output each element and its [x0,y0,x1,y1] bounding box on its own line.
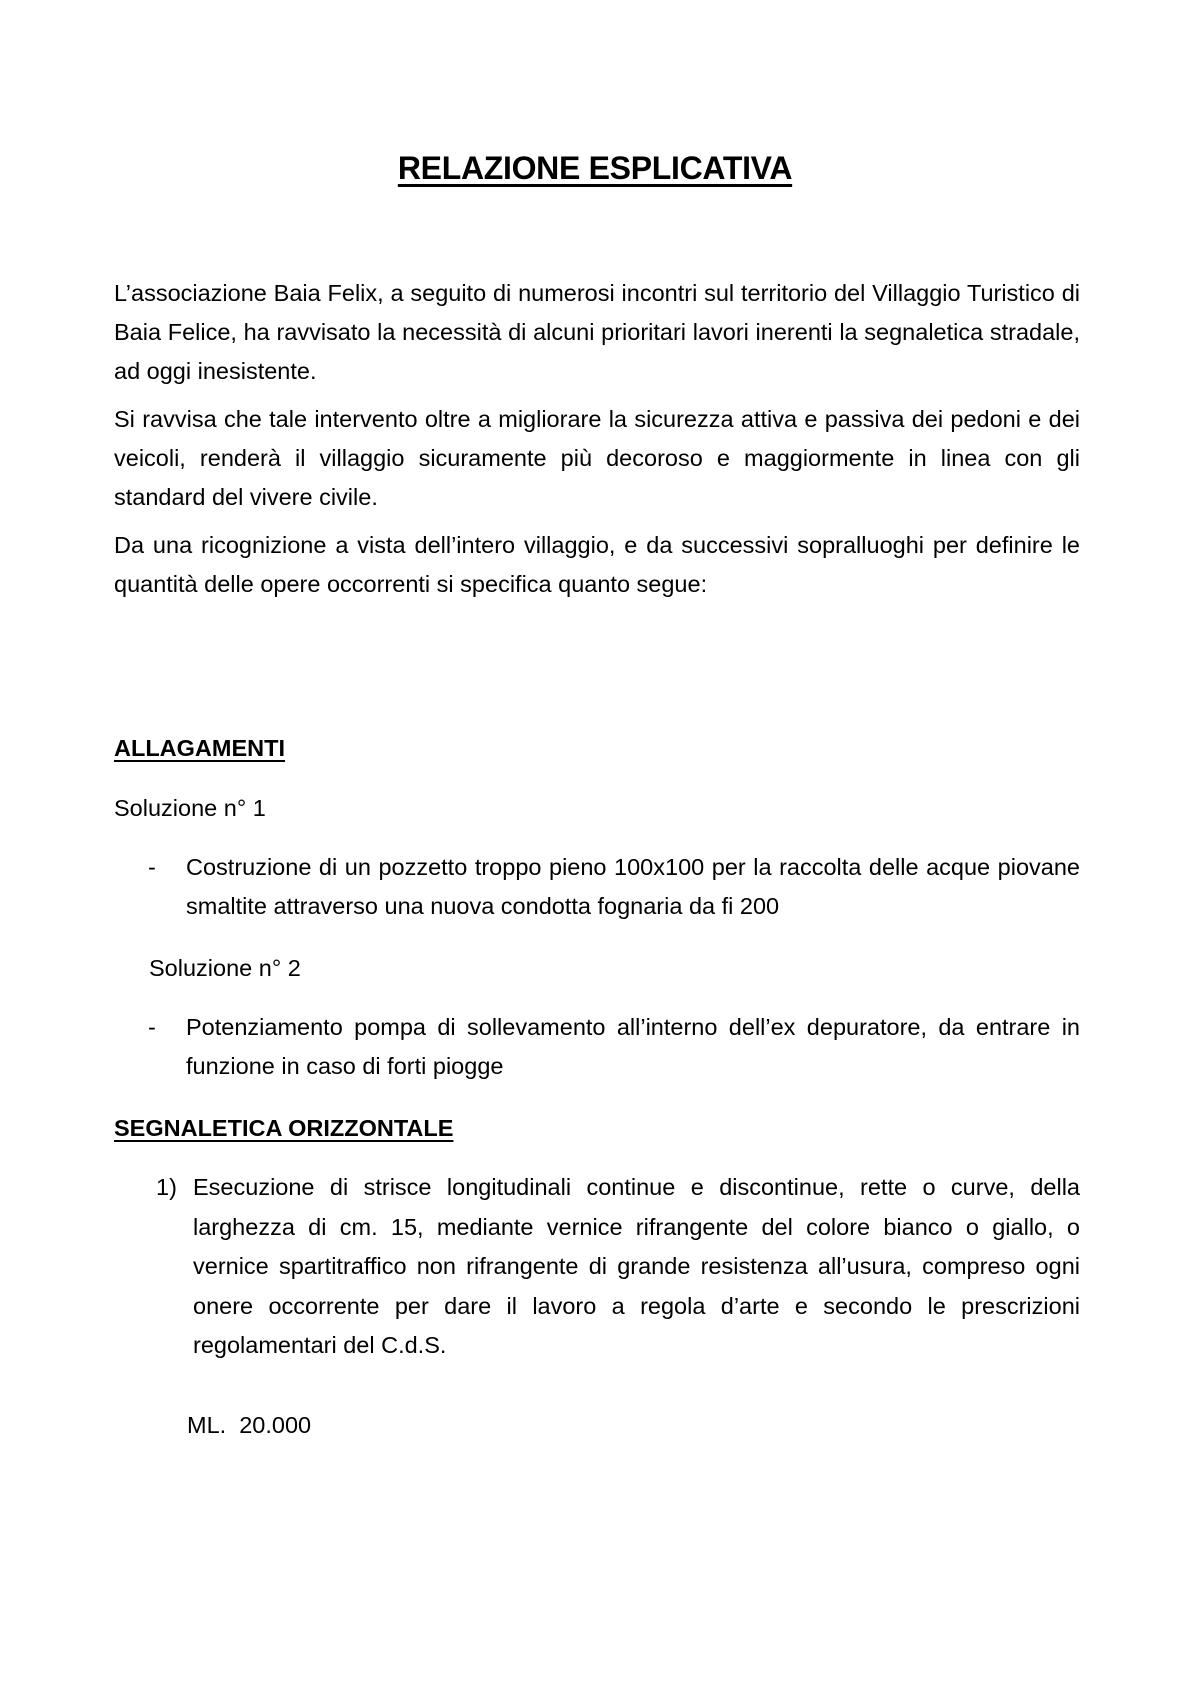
quantity-value: ML. 20.000 [187,1412,312,1438]
section-heading-allagamenti: ALLAGAMENTI [114,735,286,761]
list-number: 1) [156,1174,177,1200]
solution-2-label: Soluzione n° 2 [149,955,301,981]
solution-1-item [148,848,1080,928]
section-heading-segnaletica: SEGNALETICA ORIZZONTALE [114,1115,454,1141]
segnaletica-item-1 [156,1168,1080,1368]
intro-paragraph-2: Si ravvisa che tale intervento oltre a migliorare la sicurezza attiva e passiva dei pedoni e dei veicoli, renderà il villaggio sicuramente più decoroso e maggiormente in linea con gli standard del vivere civile. [114,406,1080,510]
segnaletica-item-1-text: Esecuzione di strisce longitudinali continue e discontinue, rette o curve, della larghezza di cm. 15, mediante vernice rifrangente del colore bianco o giallo, o vernice spartitraffico non rifrangente di grande resistenza all’usura, compreso ogni onere occorrente per dare il lavoro a regola d’arte e secondo le prescrizioni regolamentari del C.d.S. [193,1174,1080,1358]
bullet-marker: - [148,1014,156,1040]
intro-paragraph-3: Da una ricognizione a vista dell’intero villaggio, e da successivi sopralluoghi per definire le quantità delle opere occorrenti si specifica quanto segue: [114,532,1080,597]
bullet-marker: - [148,854,156,880]
intro-paragraph-1: L’associazione Baia Felix, a seguito di numerosi incontri sul territorio del Villaggio Turistico di Baia Felice, ha ravvisato la necessità di alcuni prioritari lavori inerenti la segnaletica stradale, ad oggi inesistente. [114,280,1080,384]
solution-1-label: Soluzione n° 1 [114,795,266,821]
solution-2-text: Potenziamento pompa di sollevamento all’interno dell’ex depuratore, da entrare in funzione in caso di forti piogge [186,1014,1080,1079]
solution-1-text: Costruzione di un pozzetto troppo pieno 100x100 per la raccolta delle acque piovane smaltite attraverso una nuova condotta fognaria da fi 200 [186,854,1080,919]
solution-2-item [148,1008,1080,1088]
document-title: RELAZIONE ESPLICATIVA [397,150,793,186]
